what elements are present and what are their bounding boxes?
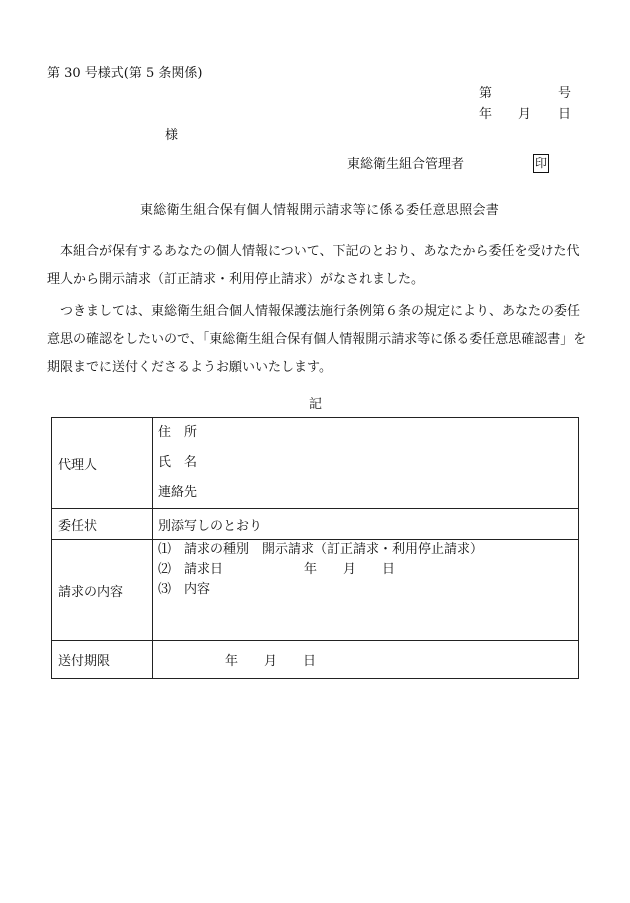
table-row-content [52,540,579,641]
request-content-item [158,580,483,600]
deadline-day: 日 [303,654,317,669]
issue-date-month: 月 [518,107,532,122]
item1-label: 請求の種別 [184,542,250,557]
agent-contact-label: 連絡先 [158,485,198,500]
form-number: 第 30 号様式(第 5 条関係) [47,66,203,81]
item2-month: 月 [343,562,357,577]
issue-date-day: 日 [558,107,572,122]
content-label: 請求の内容 [52,540,153,641]
ki-heading: 記 [309,397,323,412]
request-date-item [158,560,483,580]
document-title: 東総衛生組合保有個人情報開示請求等に係る委任意思照会書 [140,203,500,218]
item3-number: ⑶ [158,582,172,597]
document-number-suffix: 号 [558,86,572,101]
addressee-suffix: 様 [165,128,179,143]
deadline-date [153,641,579,679]
proxy-label: 委任状 [52,509,153,540]
table-row-proxy [52,509,579,540]
agent-address-label: 住 所 [158,425,198,440]
agent-name-label: 氏 名 [158,455,198,470]
agent-details [153,418,579,509]
item2-day: 日 [382,562,396,577]
request-details-table [51,417,579,679]
proxy-value: 別添写しのとおり [153,509,579,540]
table-row-agent [52,418,579,509]
item1-value: 開示請求（訂正請求・利用停止請求） [262,542,484,557]
table-row-deadline [52,641,579,679]
content-details [153,540,579,641]
body-paragraph-1: 本組合が保有するあなたの個人情報について、下記のとおり、あなたから委任を受けた代理人から開示請求（訂正請求・利用停止請求）がなされました。 [47,244,580,287]
deadline-label: 送付期限 [52,641,153,679]
body-paragraph-2: つきましては、東総衛生組合個人情報保護法施行条例第６条の規定により、あなたの委任意思の確認をしたいので、「東総衛生組合保有個人情報開示請求等に係る委任意思確認書」を期限までに送付くださるようお願いいたします。 [47,304,587,375]
item1-number: ⑴ [158,542,172,557]
request-type-item [158,540,483,560]
deadline-year: 年 [225,654,239,669]
document-number-prefix: 第 [479,86,493,101]
item2-number: ⑵ [158,562,172,577]
issue-date-year: 年 [479,107,493,122]
seal-stamp: 印 [533,154,549,173]
item3-label: 内容 [184,582,211,597]
sender-name: 東総衛生組合管理者 [347,157,465,172]
item2-label: 請求日 [184,562,224,577]
item2-year: 年 [304,562,318,577]
agent-label: 代理人 [52,418,153,509]
deadline-month: 月 [264,654,278,669]
